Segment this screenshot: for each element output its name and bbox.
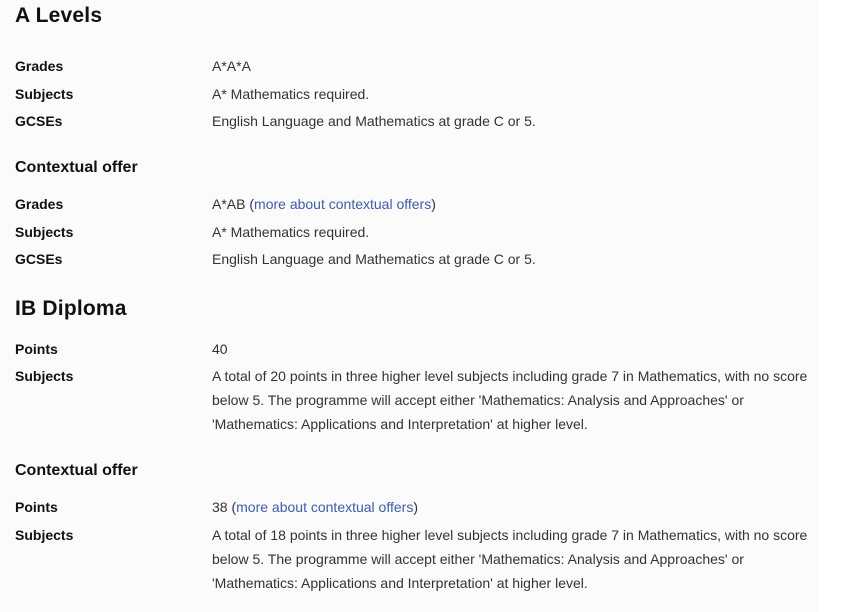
- gcses-value: English Language and Mathematics at grade C or 5.: [212, 113, 536, 129]
- subjects-value: A total of 20 points in three higher level subjects including grade 7 in Mathematics, with no score below 5. The programme will accept either 'Mathematics: Analysis and Approaches' or 'Mathematics: Applications and Interpretation' at higher level.: [212, 368, 808, 432]
- contextual-offers-link[interactable]: more about contextual offers: [236, 499, 414, 515]
- gcses-value: English Language and Mathematics at grade C or 5.: [212, 251, 536, 267]
- right-margin: [818, 0, 868, 612]
- subjects-label: Subjects: [15, 368, 74, 384]
- subjects-value: A total of 18 points in three higher level subjects including grade 7 in Mathematics, with no score below 5. The programme will accept either 'Mathematics: Analysis and Approaches' or 'Mathematics: Applications and Interpretation' at higher level.: [212, 527, 808, 591]
- points-label: Points: [15, 341, 58, 357]
- contextual-offers-link[interactable]: more about contextual offers: [254, 196, 432, 212]
- contextual-grades-value: A*AB (more about contextual offers): [212, 196, 436, 212]
- points-label: Points: [15, 499, 58, 515]
- grades-value: A*A*A: [212, 58, 251, 74]
- gcses-label: GCSEs: [15, 251, 63, 267]
- a-levels-heading: A Levels: [15, 4, 103, 27]
- points-value: 38: [212, 499, 228, 515]
- subjects-value: A* Mathematics required.: [212, 86, 370, 102]
- ib-contextual-offer-heading: Contextual offer: [15, 462, 138, 479]
- subjects-label: Subjects: [15, 224, 74, 240]
- grades-label: Grades: [15, 58, 64, 74]
- grades-label: Grades: [15, 196, 64, 212]
- grades-value: A*AB: [212, 196, 246, 212]
- points-value: 40: [212, 341, 228, 357]
- gcses-label: GCSEs: [15, 113, 63, 129]
- subjects-label: Subjects: [15, 86, 74, 102]
- contextual-points-value: 38 (more about contextual offers): [212, 499, 418, 515]
- ib-diploma-heading: IB Diploma: [15, 297, 127, 320]
- subjects-label: Subjects: [15, 527, 74, 543]
- subjects-value: A* Mathematics required.: [212, 224, 370, 240]
- a-levels-contextual-offer-heading: Contextual offer: [15, 159, 138, 176]
